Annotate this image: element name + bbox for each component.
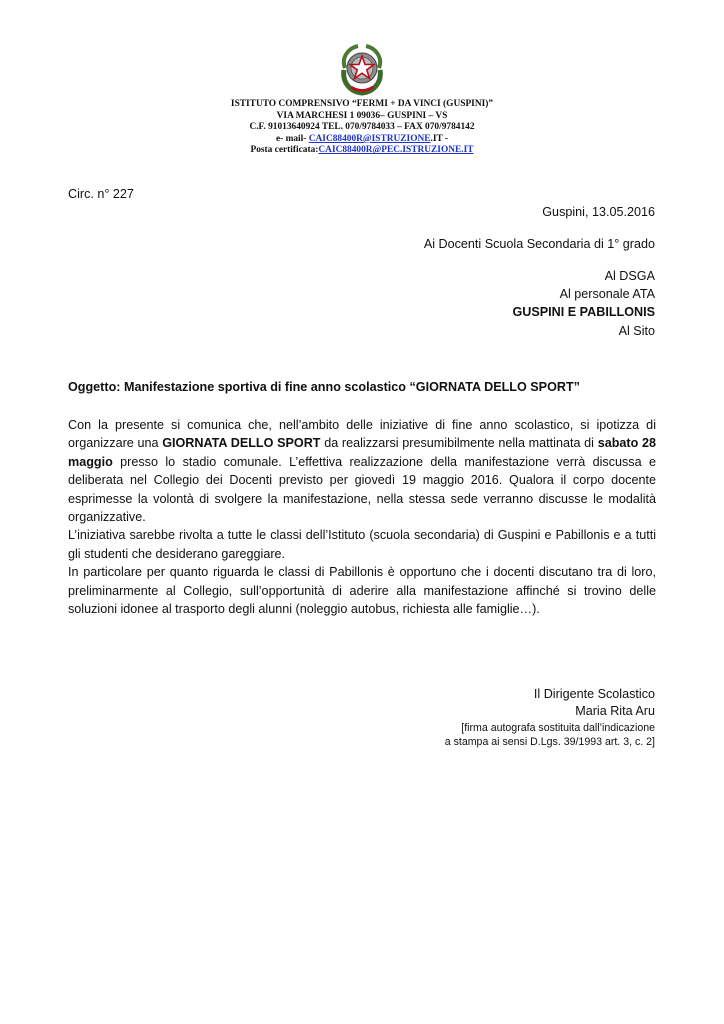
school-address: VIA MARCHESI 1 09036– GUSPINI – VS — [276, 110, 448, 121]
signer-role: Il Dirigente Scolastico — [533, 687, 655, 701]
letter-body — [68, 416, 656, 618]
body-paragraph-3: In particolare per quanto riguarda le classi di Pabillonis è opportuno che i docenti discutano tra di loro, preliminarmente al Collegio, sull’opportunità di aderire alla manifestazione affinché si trovino delle soluzioni idonee al trasporto degli alunni (noleggio autobus, richiesta alle famiglie…). — [68, 565, 656, 617]
signature-block — [445, 686, 655, 749]
italian-republic-emblem-icon — [336, 40, 388, 96]
recipient-dsga: Al DSGA — [604, 269, 655, 283]
document-date: Guspini, 13.05.2016 — [542, 205, 655, 219]
signature-note-2: a stampa ai sensi D.Lgs. 39/1993 art. 3, c. 2] — [444, 735, 655, 748]
recipient-ata: Al personale ATA — [559, 287, 655, 302]
recipient-sito: Al Sito — [618, 323, 655, 338]
pec-link[interactable]: CAIC88400R@PEC.ISTRUZIONE.IT — [318, 145, 474, 156]
school-fiscal-phone: C.F. 91013640924 TEL. 070/9784033 – FAX 070/9784142 — [249, 122, 475, 133]
recipient-docenti: Ai Docenti Scuola Secondaria di 1° grado — [423, 237, 655, 251]
body-paragraph-1: Con la presente si comunica che, nell’ambito delle iniziative di fine anno scolastico, si ipotizza di organizzare una GIORNATA DELLO SPORT da realizzarsi presumibilmente nella mattinata di sabato 28 maggio presso lo stadio comunale. L’effettiva realizzazione della manifestazione verrà discussa e deliberata nel Collegio dei Docenti previsto per giovedì 19 maggio 2016. Qualora il corpo docente esprimesse la volontà di svolgere la manifestazione, nella stessa sede verranno discusse le modalità organizzative. — [68, 418, 656, 525]
school-header — [120, 99, 604, 157]
school-pec-line: Posta certificata:CAIC88400R@PEC.ISTRUZIONE.IT — [250, 145, 474, 156]
email-link[interactable]: CAIC88400R@ISTRUZIONE — [308, 133, 431, 144]
school-name: ISTITUTO COMPRENSIVO “FERMI + DA VINCI (GUSPINI)” — [230, 99, 494, 109]
signer-name: Maria Rita Aru — [575, 704, 655, 719]
school-email-line: e- mail- CAIC88400R@ISTRUZIONE.IT - — [275, 133, 449, 144]
signature-note-1: [firma autografa sostituita dall’indicazione — [461, 721, 655, 734]
circular-number: Circ. n° 227 — [68, 187, 134, 201]
subject-line: Oggetto: Manifestazione sportiva di fine anno scolastico “GIORNATA DELLO SPORT” — [68, 380, 580, 394]
recipient-places: GUSPINI E PABILLONIS — [512, 305, 655, 320]
body-paragraph-2: L’iniziativa sarebbe rivolta a tutte le classi dell’Istituto (scuola secondaria) di Guspini e Pabillonis e a tutti gli studenti che desiderano gareggiare. — [68, 528, 656, 561]
recipients-list — [512, 267, 655, 340]
